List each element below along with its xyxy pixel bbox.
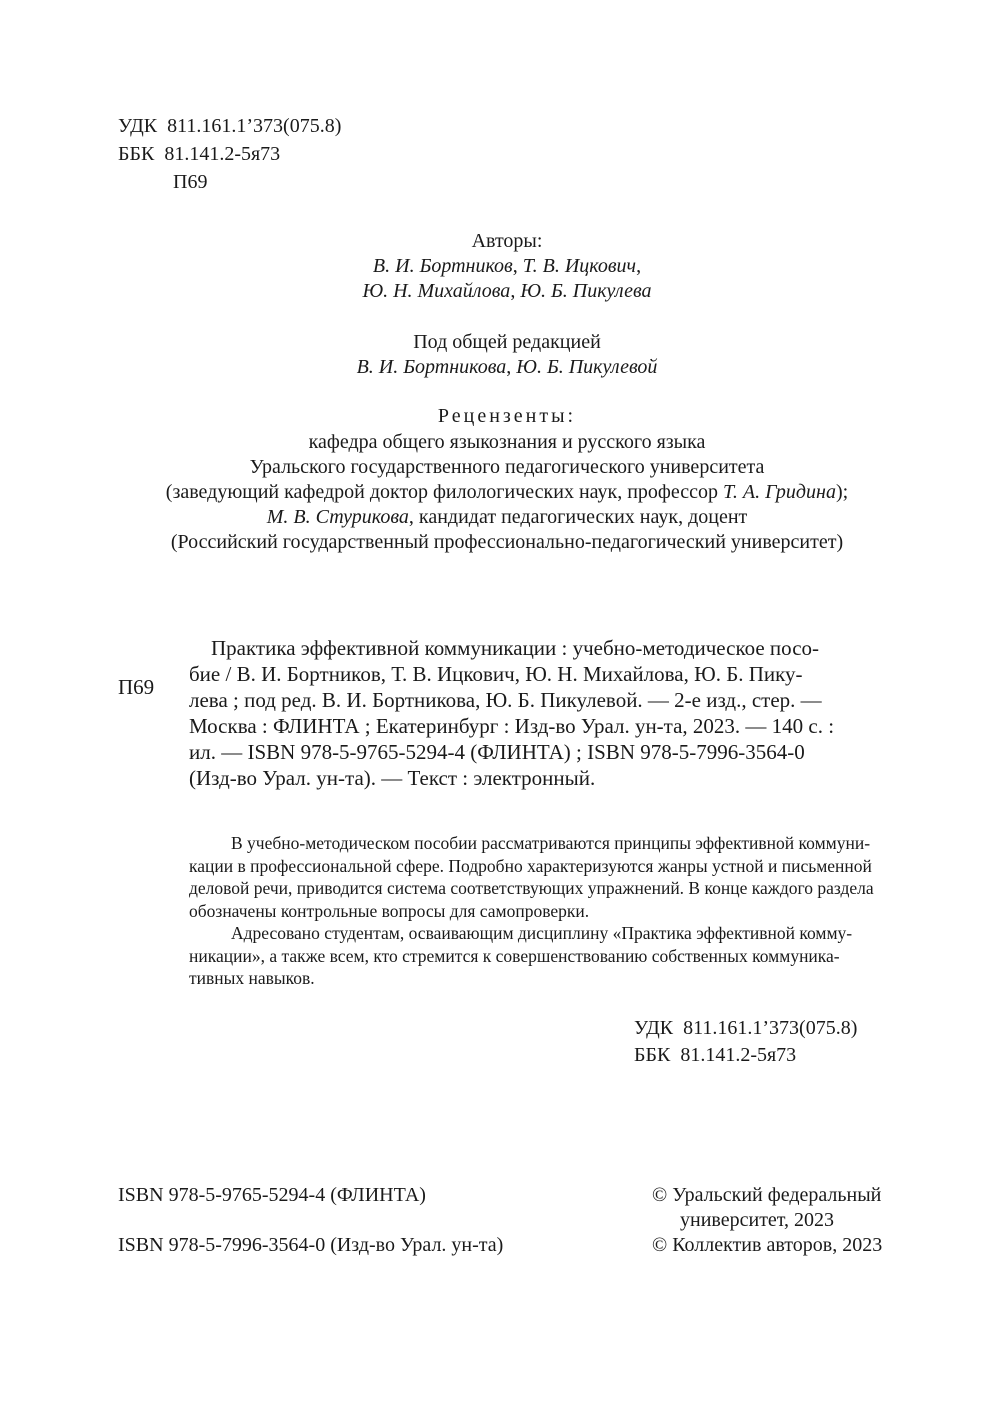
reviewers-heading: Рецензенты: — [437, 405, 577, 427]
catalog-line: (Изд-во Урал. ун-та). — Текст : электронный. — [189, 766, 596, 790]
annotation-line: тивных навыков. — [189, 968, 315, 988]
annotation-line: В учебно-методическом пособии рассматриваются принципы эффективной коммуни- — [231, 833, 871, 853]
udk-top — [118, 114, 341, 139]
annotation — [189, 832, 897, 990]
bbk-label: ББК — [118, 143, 155, 165]
reviewers-line-2: Уральского государственного педагогического университета — [249, 456, 765, 478]
catalog-mark: П69 — [118, 675, 155, 699]
bbk-code: 81.141.2-5я73 — [680, 1044, 797, 1066]
annotation-line: обозначены контрольные вопросы для самопроверки. — [189, 900, 590, 921]
udk-label: УДК — [118, 115, 158, 137]
author-itskovich: Т. В. Ицкович — [522, 255, 637, 277]
udk-code: 811.161.1’373(075.8) — [167, 115, 342, 137]
authors-heading: Авторы: — [471, 230, 543, 252]
reviewers-line-4: М. В. Стурикова, кандидат педагогических наук, доцент — [266, 506, 748, 528]
editors-heading: Под общей редакцией — [413, 331, 601, 353]
reviewers-line-1: кафедра общего языкознания и русского языка — [308, 431, 706, 453]
isbn-flinta: ISBN 978-5-9765-5294-4 (ФЛИНТА) — [118, 1184, 426, 1206]
author-mark-top: П69 — [173, 171, 208, 193]
editors-names: В. И. Бортникова, Ю. Б. Пикулевой — [356, 356, 658, 378]
catalog-entry — [189, 635, 903, 791]
bbk-code: 81.141.2-5я73 — [164, 143, 281, 165]
udk-code: 811.161.1’373(075.8) — [683, 1017, 858, 1039]
catalog-line: лева ; под ред. В. И. Бортникова, Ю. Б. Пикулевой. — 2-е изд., стер. — — [189, 688, 822, 712]
catalog-line: Практика эффективной коммуникации : учебно-методическое посо- — [211, 636, 820, 660]
annotation-line: никации», а также всем, кто стремится к совершенствованию собственных коммуника- — [189, 945, 840, 966]
catalog-line: ил. — ISBN 978-5-9765-5294-4 (ФЛИНТА) ; ISBN 978-5-7996-3564-0 — [189, 740, 805, 764]
copyright-line-1: © Уральский федеральный — [652, 1184, 882, 1206]
editor-bortnikova: В. И. Бортникова — [356, 356, 507, 378]
reviewers-line-5: (Российский государственный профессионально-педагогический университет) — [170, 531, 844, 553]
bbk-top — [118, 142, 280, 167]
annotation-line: кации в профессиональной сфере. Подробно характеризуются жанры устной и письменной — [189, 855, 872, 876]
author-bortnikov: В. И. Бортников — [372, 255, 513, 277]
catalog-line: бие / В. И. Бортников, Т. В. Ицкович, Ю. Н. Михайлова, Ю. Б. Пику- — [189, 662, 803, 686]
reviewers-line-3: (заведующий кафедрой доктор филологических наук, профессор Т. А. Гридина); — [165, 481, 849, 503]
annotation-line: Адресовано студентам, осваивающим дисциплину «Практика эффективной комму- — [231, 923, 853, 943]
copyright-line-2: университет, 2023 — [680, 1209, 835, 1231]
udk-label: УДК — [634, 1017, 674, 1039]
editor-pikuleva: Ю. Б. Пикулевой — [516, 356, 658, 378]
copyright-line-3: © Коллектив авторов, 2023 — [652, 1234, 883, 1256]
author-pikuleva: Ю. Б. Пикулева — [520, 280, 652, 302]
udk-bottom — [634, 1016, 857, 1041]
authors-line-1: В. И. Бортников, Т. В. Ицкович, — [372, 255, 642, 277]
bbk-label: ББК — [634, 1044, 671, 1066]
authors-line-2: Ю. Н. Михайлова, Ю. Б. Пикулева — [362, 280, 652, 302]
author-mikhailova: Ю. Н. Михайлова — [362, 280, 511, 302]
reviewer-gridina: Т. А. Гридина — [723, 481, 836, 503]
annotation-line: деловой речи, приводится система соответствующих упражнений. В конце каждого раздела — [189, 878, 874, 898]
reviewer-sturikova: М. В. Стурикова — [266, 506, 409, 528]
isbn-ural: ISBN 978-5-7996-3564-0 (Изд-во Урал. ун-та) — [118, 1234, 504, 1256]
catalog-line: Москва : ФЛИНТА ; Екатеринбург : Изд-во Урал. ун-та, 2023. — 140 с. : — [189, 714, 835, 738]
bbk-bottom — [634, 1043, 796, 1068]
